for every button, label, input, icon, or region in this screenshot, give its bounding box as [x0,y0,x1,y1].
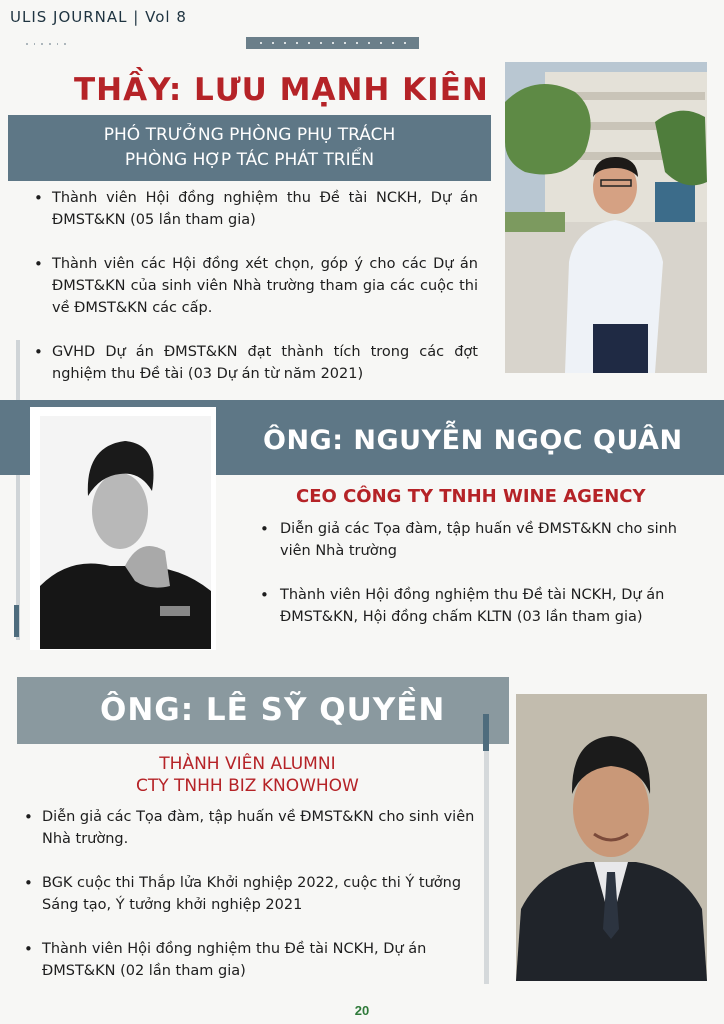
person3-role-line2: CTY TNHH BIZ KNOWHOW [136,776,359,796]
person3-name: ÔNG: LÊ SỸ QUYỀN [100,692,446,728]
decor-vertical-line [484,714,489,984]
person1-role-line1: PHÓ TRƯỞNG PHÒNG PHỤ TRÁCH [103,125,396,145]
person1-bullet-list [32,187,478,407]
list-item: • Diễn giả các Tọa đàm, tập huấn về ĐMST&KN cho sinh viên Nhà trường [258,518,688,562]
page-number: 20 [354,1003,370,1018]
person2-name: ÔNG: NGUYỄN NGỌC QUÂN [263,425,683,456]
person1-name: THẦY: LƯU MẠNH KIÊN [74,72,489,108]
list-item: • Diễn giả các Tọa đàm, tập huấn về ĐMST&KN cho sinh viên Nhà trường. [22,806,482,850]
list-item: • Thành viên Hội đồng nghiệm thu Đề tài NCKH, Dự án ĐMST&KN (05 lần tham gia) [32,187,478,231]
header-bar [246,37,419,49]
decor-vertical-accent [14,605,19,637]
list-item: • Thành viên Hội đồng nghiệm thu Đề tài NCKH, Dự án ĐMST&KN, Hội đồng chấm KLTN (03 lần tham gia) [258,584,688,628]
person2-photo [40,416,211,649]
journal-title: ULIS JOURNAL | Vol 8 [10,8,187,26]
person3-role-line1: THÀNH VIÊN ALUMNI [159,754,336,774]
header-dots [26,38,66,50]
person2-role: CEO CÔNG TY TNHH WINE AGENCY [296,486,646,507]
decor-vertical-line [16,340,20,640]
person1-photo [505,62,707,373]
list-item: • GVHD Dự án ĐMST&KN đạt thành tích trong các đợt nghiệm thu Đề tài (03 Dự án từ năm 2021) [32,341,478,385]
person3-photo [516,694,707,981]
list-item: • Thành viên Hội đồng nghiệm thu Đề tài NCKH, Dự án ĐMST&KN (02 lần tham gia) [22,938,482,982]
person3-bullet-list [22,806,482,1004]
person1-role-line2: PHÒNG HỢP TÁC PHÁT TRIỂN [124,150,375,170]
person1-role-banner [8,115,491,181]
person3-role [136,753,359,797]
person2-bullet-list [258,518,688,650]
list-item: • BGK cuộc thi Thắp lửa Khởi nghiệp 2022, cuộc thi Ý tưởng Sáng tạo, Ý tưởng khởi nghiệp 2021 [22,872,482,916]
decor-vertical-accent [483,714,489,751]
list-item: • Thành viên các Hội đồng xét chọn, góp ý cho các Dự án ĐMST&KN của sinh viên Nhà trường tham gia các cuộc thi về ĐMST&KN các cấp. [32,253,478,319]
